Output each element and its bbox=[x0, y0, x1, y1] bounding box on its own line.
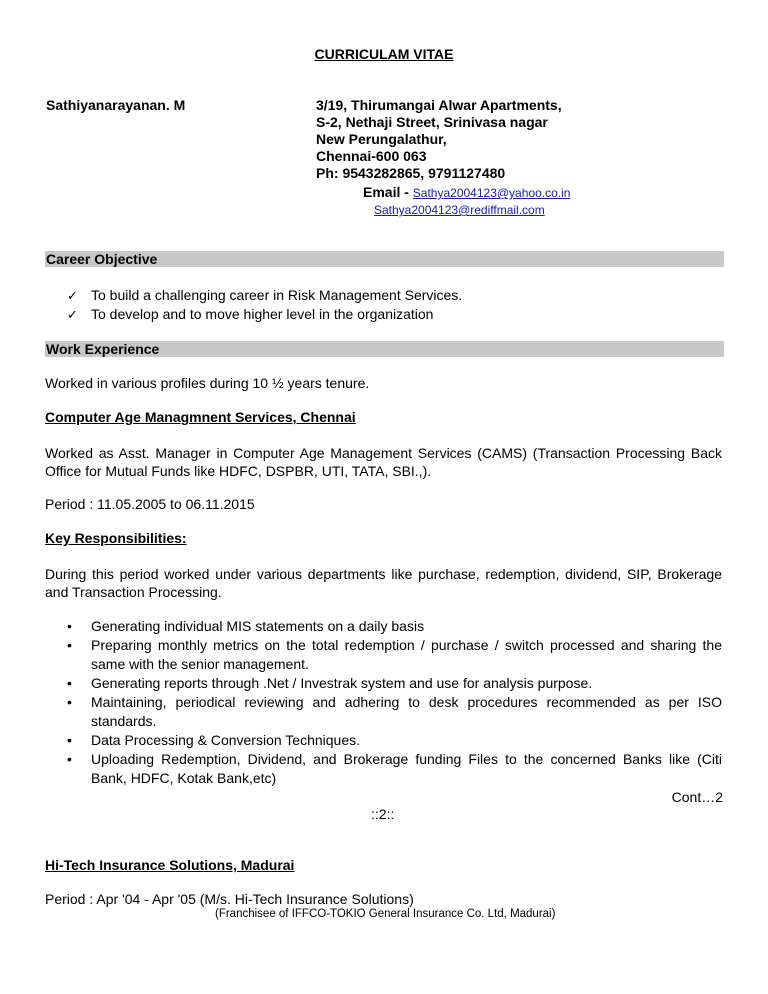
email-link-yahoo[interactable]: Sathya2004123@yahoo.co.in bbox=[412, 186, 571, 200]
career-objective-list bbox=[45, 286, 725, 324]
list-item: • Generating individual MIS statements on a daily basis bbox=[67, 618, 425, 634]
list-item: • Uploading Redemption, Dividend, and Brokerage funding Files to the concerned Banks like (Citi Bank, HDFC, Kotak Bank,etc) bbox=[67, 751, 722, 786]
job-description: Worked as Asst. Manager in Computer Age Management Services (CAMS) (Transaction Processing Back Office for Mutual Funds like HDFC, DSPBR, UTI, TATA, SBI.,). bbox=[45, 445, 722, 479]
bullet-icon: • bbox=[67, 694, 72, 710]
email-label: Email - bbox=[363, 184, 413, 200]
address-line: New Perungalathur, bbox=[316, 131, 447, 147]
bullet-icon: • bbox=[67, 675, 72, 691]
company-heading-hitech: Hi-Tech Insurance Solutions, Madurai bbox=[45, 857, 295, 873]
address-line: Chennai-600 063 bbox=[316, 148, 427, 164]
job2-period: Period : Apr '04 - Apr '05 (M/s. Hi-Tech Insurance Solutions) bbox=[45, 891, 414, 907]
checkmark-icon: ✓ bbox=[67, 307, 78, 322]
page-marker: ::2:: bbox=[371, 806, 395, 822]
email-row bbox=[363, 184, 570, 200]
bullet-icon: • bbox=[67, 751, 72, 767]
address-line: 3/19, Thirumangai Alwar Apartments, bbox=[316, 97, 562, 113]
key-responsibilities-heading: Key Responsibilities: bbox=[45, 530, 187, 546]
bullet-icon: • bbox=[67, 637, 72, 653]
responsibilities-list bbox=[45, 617, 722, 788]
continued-label: Cont…2 bbox=[671, 789, 723, 805]
email-link-rediff[interactable]: Sathya2004123@rediffmail.com bbox=[374, 203, 545, 217]
address-block bbox=[316, 97, 562, 182]
phone-line: Ph: 9543282865, 9791127480 bbox=[316, 165, 506, 181]
email-row-2 bbox=[374, 201, 545, 219]
list-item: • Generating reports through .Net / Investrak system and use for analysis purpose. bbox=[67, 675, 593, 691]
address-line: S-2, Nethaji Street, Srinivasa nagar bbox=[316, 114, 548, 130]
list-item: • Data Processing & Conversion Techniques. bbox=[67, 732, 361, 748]
bullet-icon: • bbox=[67, 732, 72, 748]
section-heading-work-experience: Work Experience bbox=[45, 341, 724, 357]
list-item: ✓ To build a challenging career in Risk Management Services. bbox=[67, 287, 463, 303]
experience-summary: Worked in various profiles during 10 ½ years tenure. bbox=[45, 375, 370, 391]
section-heading-career-objective: Career Objective bbox=[45, 251, 724, 267]
job-period: Period : 11.05.2005 to 06.11.2015 bbox=[45, 496, 255, 512]
document-title: CURRICULAM VITAE bbox=[314, 46, 454, 62]
job2-note: (Franchisee of IFFCO-TOKIO General Insurance Co. Ltd, Madurai) bbox=[215, 908, 556, 920]
responsibilities-intro: During this period worked under various departments like purchase, redemption, dividend, SIP, Brokerage and Transaction Processing. bbox=[45, 566, 722, 600]
list-item: • Maintaining, periodical reviewing and adhering to desk procedures recommended as per ISO standards. bbox=[67, 694, 722, 729]
checkmark-icon: ✓ bbox=[67, 288, 78, 303]
list-item: ✓ To develop and to move higher level in the organization bbox=[67, 306, 434, 322]
bullet-icon: • bbox=[67, 618, 72, 634]
list-item: • Preparing monthly metrics on the total redemption / purchase / switch processed and sharing the same with the senior management. bbox=[67, 637, 722, 672]
candidate-name: Sathiyanarayanan. M bbox=[46, 97, 186, 113]
company-heading-cams: Computer Age Managmnent Services, Chennai bbox=[45, 409, 356, 425]
